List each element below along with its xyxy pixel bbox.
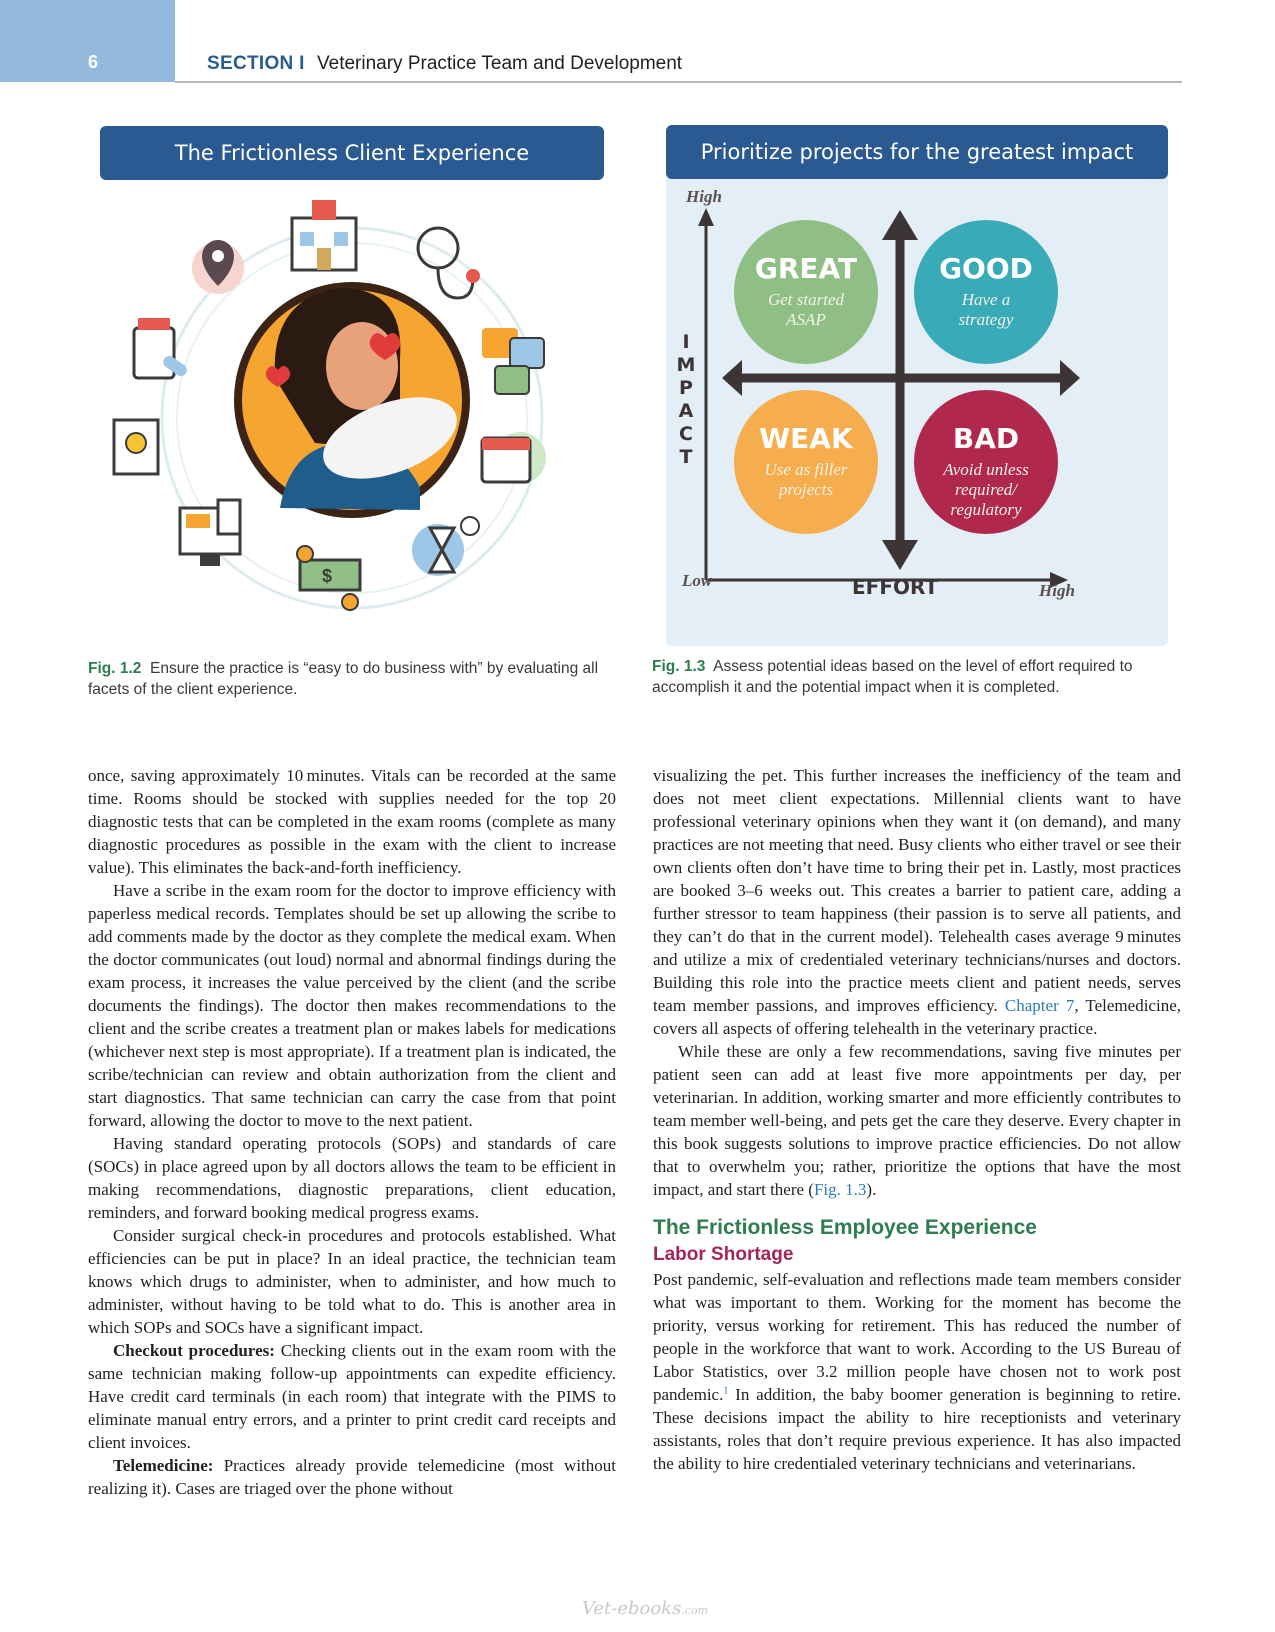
paragraph-text: While these are only a few recommendations, saving five minutes per patient seen can add at least five more appointments per day, per veterinarian. In addition, working smarter and more efficiently contributes to team member well-being, and pets get the care they deserve. Every chapter in this book suggests solutions to improve practice efficiencies. Do not allow that to overwhelm you; rather, prioritize the options that have the most impact, and start there ( [653,1042,1181,1199]
chapter-link[interactable]: Chapter 7 [1004,996,1075,1015]
paragraph: Have a scribe in the exam room for the doctor to improve efficiency with paperless medical records. Templates should be set up allowing the scribe to add comments made by the doctor as they complete the medical exam. When the doctor communicates (out loud) normal and abnormal findings during the exam process, it increases the value perceived by the client (and the scribe documents the findings). The doctor then makes recommendations to the client and the scribe creates a treatment plan or makes labels for medications (whichever next step is most appropriate). If a treatment plan is indicated, the scribe/technician can review and obtain authorization from the client and start diagnostics. That same technician can carry the case from that point forward, allowing the doctor to move to the next patient. [88,881,616,1130]
hospital-icon [292,200,356,270]
horizontal-arrowhead-left [722,360,742,396]
paragraph [88,1454,616,1500]
paragraph: once, saving approximately 10 minutes. Vitals can be recorded at the same time. Rooms should be stocked with supplies needed for the top 20 diagnostic tests that can be completed in the exam rooms (complete as many diagnostic procedures as possible in the exam with the client to increase value). This eliminates the back-and-forth inefficiency. [88,766,616,877]
paragraph-text: In addition, the baby boomer generation is beginning to retire. These decisions impact the ability to hire receptionists and veterinary assistants, roles that don’t require previous experience. It has also impacted the ability to hire credentialed veterinary technicians and veterinarians. [653,1385,1181,1473]
paragraph [653,1040,1181,1201]
run-in-heading: Telemedicine: [113,1456,214,1475]
horizontal-arrowhead-right [1060,360,1080,396]
section-heading: The Frictionless Employee Experience [653,1216,1037,1239]
page-number: 6 [88,52,99,72]
paragraph [653,764,1181,1040]
figure-1-2-label: Fig. 1.2 [88,660,142,677]
figure-1-3-caption-text: Assess potential ideas based on the level of effort required to accomplish it and the potential impact when it is completed. [652,658,1133,696]
effort-high-label: High [1039,581,1075,600]
effort-axis-label: EFFORT [852,575,939,599]
figure-1-3-caption [652,656,1182,698]
watermark-suffix: .com [681,1604,709,1617]
section-label: SECTION I [207,53,305,74]
impact-high-label: High [686,187,722,206]
effort-low-label: Low [682,571,713,590]
header-rule [175,81,1182,83]
paragraph-text: ). [866,1180,877,1199]
quadrant-title-weak: WEAK [759,422,853,455]
reference-marker[interactable]: 1 [723,1385,729,1397]
paragraph-text: , Telemedicine, covers all aspects of offering telehealth in the veterinary practice. [653,996,1181,1038]
quadrant-title-bad: BAD [952,422,1020,455]
vertical-arrowhead-up [882,210,918,240]
figure-link[interactable]: Fig. 1.3 [813,1180,867,1199]
medicine-bottle-icon [134,318,189,378]
paragraph: Having standard operating protocols (SOPs) and standards of care (SOCs) in place agreed upon by all doctors allows the team to be efficient in making recommendations, diagnostic preparations, client education, reminders, and forward booking medical progress exams. [88,1134,616,1222]
impact-axis-label: I M P A C T [676,331,696,468]
paragraph-text: Post pandemic, self-evaluation and reflections made team members consider what was important to them. Working for the moment has become the priority, versus working for retirement. This has reduced the number of people in the workforce that want to work. According to the US Bureau of Labor Statistics, over 3.2 million people have chosen not to work post pandemic. [653,1270,1181,1404]
subsection-heading: Labor Shortage [653,1244,794,1265]
quadrant-subtitle-good: Have a strategy [958,290,1014,329]
quadrant-subtitle-bad: Avoid unless required/ regulatory [943,460,1029,519]
paragraph-text: visualizing the pet. This further increases the inefficiency of the team and does not meet client expectations. Millennial clients want to have professional veterinary opinions when they want it (on demand), and many practices are not meeting that need. Busy clients who either travel or see their own clients often don’t have time to bring their pet in. Lastly, most practices are booked 3–6 weeks out. This creates a barrier to patient care, adding a further stressor to team happiness (their passion is to serve all patients, and they can’t do that in the current model). Telehealth cases average 9 minutes and utilize a mix of credentialed veterinary technicians/nurses and doctors. Building this role into the practice meets client and patient needs, serves team member passions, and improves efficiency. [653,766,1181,1015]
left-column [88,764,616,1500]
right-column [653,764,1181,1475]
paragraph-text: Checking clients out in the exam room with the same technician making follow-up appointments can expedite efficiency. Have credit card terminals (in each room) that integrate with the PIMS to eliminate manual entry errors, and a printer to print credit card receipts and client invoices. [88,1341,616,1452]
lightbulb-scroll-icon [114,420,158,474]
impact-axis-arrowhead [698,208,714,226]
figure-1-2-caption-text: Ensure the practice is “easy to do business with” by evaluating all facets of the client experience. [88,660,599,698]
client-experience-illustration [100,188,604,648]
watermark [582,1598,708,1619]
figure-1-3-banner: Prioritize projects for the greatest impact [666,125,1168,179]
stethoscope-icon [418,228,480,298]
paragraph [88,1339,616,1454]
face [326,322,398,410]
quadrant-subtitle-weak: Use as filler projects [764,460,848,499]
priority-matrix-chart [666,180,1168,646]
chat-bubbles-icon [482,328,544,394]
computer-tablet-icon [180,500,240,566]
paragraph: Consider surgical check-in procedures and protocols established. What efficiencies can be put in place? In an ideal practice, the technician team knows which drugs to administer, when to administer, and how much to administer, without having to be told what to do. This is another area in which SOPs and SOCs have a significant impact. [88,1226,616,1337]
map-pin-icon [192,240,244,294]
quadrant-subtitle-great: Get started ASAP [767,290,845,329]
figure-1-3-label: Fig. 1.3 [652,658,706,675]
figure-1-2-banner: The Frictionless Client Experience [100,126,604,180]
quadrant-title-great: GREAT [754,252,858,285]
figure-1-2-caption [88,658,618,700]
watermark-text: Vet-ebooks [582,1598,682,1619]
paragraph-text: Practices already provide telemedicine (most without realizing it). Cases are triaged over the phone without [88,1456,616,1498]
quadrant-title-good: GOOD [939,252,1033,285]
paragraph [653,1268,1181,1475]
section-title: Veterinary Practice Team and Development [317,53,683,74]
money-icon [297,546,360,610]
vertical-arrowhead-down [882,540,918,570]
calendar-icon [482,432,546,484]
svg-text:$: $ [322,566,333,586]
run-in-heading: Checkout procedures: [113,1341,275,1360]
